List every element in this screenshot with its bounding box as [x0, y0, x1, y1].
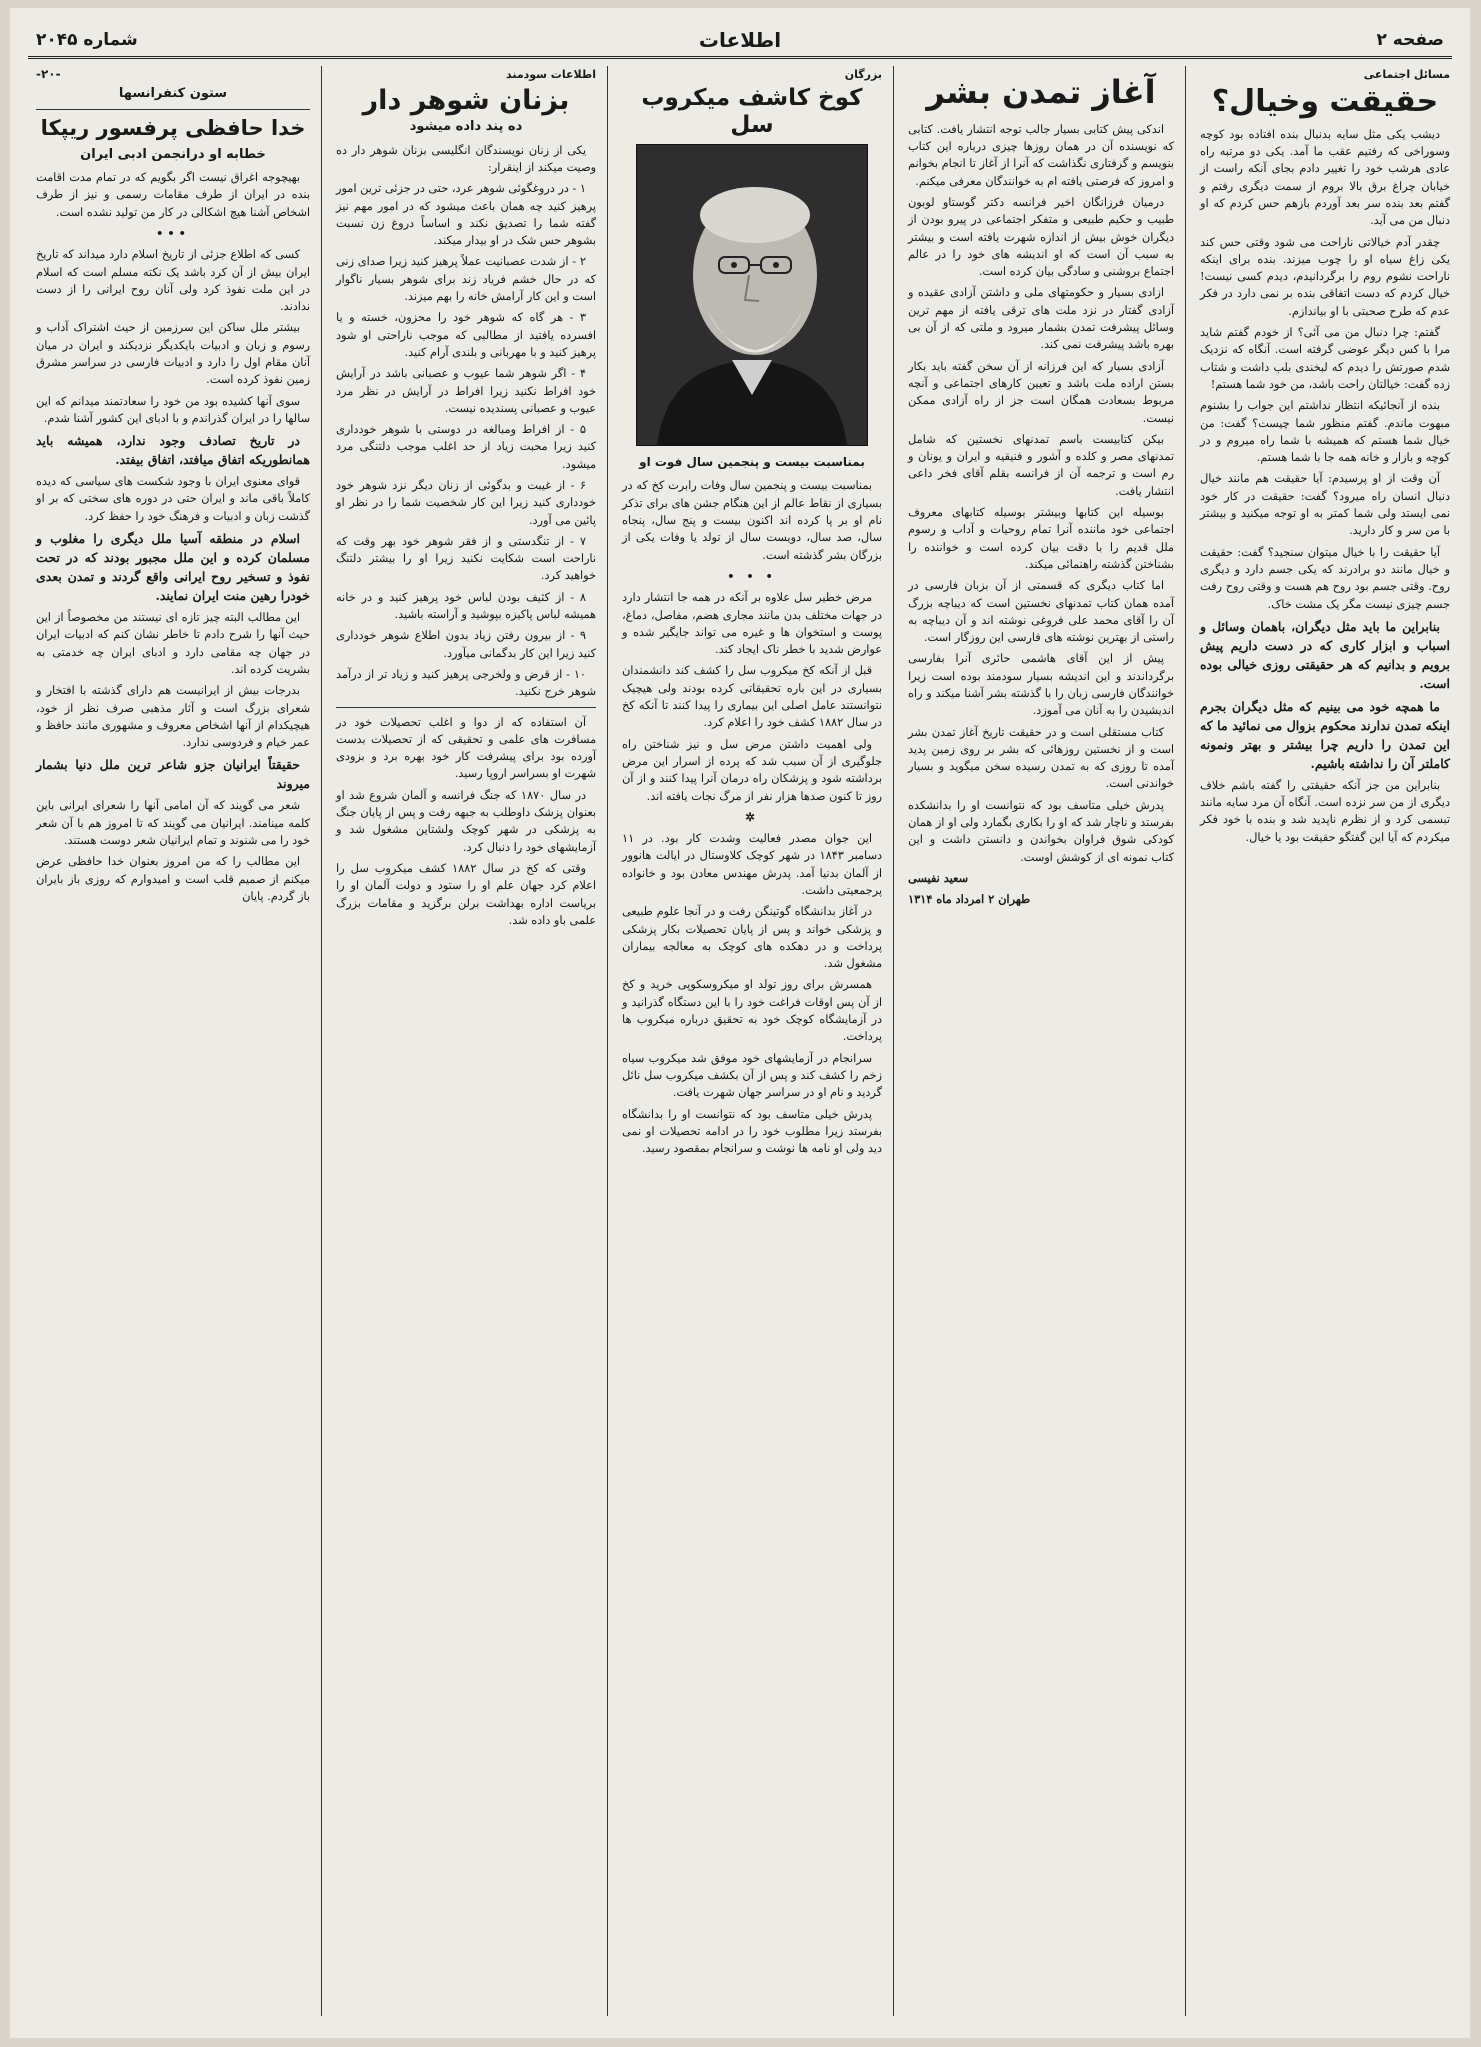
paragraph: پدرش خیلی متاسف بود که نتوانست او را بدانشگاه بفرستد زیرا مطلوب خود را در ادامه تحصیلات او نمی دید ولی او نامه ها نوشت و سرانجام بمقصود رسید. — [622, 1107, 882, 1156]
paragraph: قبل از آنکه کخ میکروب سل را کشف کند دانشمندان بسیاری در این باره تحقیقاتی کرده بودند ولی هیچیک نتوانستند عامل اصلی این بیماری را پیدا کنند تا آنکه کخ در سال ۱۸۸۲ کشف خود را اعلام کرد. — [622, 664, 882, 730]
paragraph: این مطالب البته چیز تازه ای نیستند من مخصوصاً از این حیث آنها را شرح دادم تا خاطر نشان کنم که ادبیات ایران در جهان چه مقامی دارد و ادبای ایران چه خدمتی به بشریت کرده اند. — [36, 611, 310, 676]
section-label: ستون کنفرانسها — [118, 86, 228, 102]
paragraph: آن استفاده که از دوا و اغلب تحصیلات خود در مسافرت های علمی و تحقیقی که از تحصیلات بدست آورده بود برای پیشرفت کار خود بهره برد و بزودی شهرت او بسراسر اروپا رسید. — [336, 715, 596, 781]
paragraph: کسی که اطلاع جزئی از تاریخ اسلام دارد میداند که تاریخ ایران بیش از آن کرد باشد یک نکته مسلم است که اسلام در این ملت نفوذ کرد ولی آنان روح ایرانی را از دست ندادند. — [36, 248, 310, 314]
paragraph: ازادی بسیار و حکومتهای ملی و داشتن آزادی عقیده و آزادی گفتار در نزد ملت های ترقی یافته از مهم ترین وسائل پیشرفت تمدن بشمار میرود و ملتی که از آن بی بهره باشد پیشرفت نمی کند. — [908, 286, 1174, 352]
paragraph: اما کتاب دیگری که قسمتی از آن بزبان فارسی در آمده همان کتاب تمدنهای نخستین است که دیباچه بزرگ آن را آقای محمد علی فروغی نوشته اند و آن دیباچه به راستی از بهترین نوشته های فارسی این روزگار است. — [908, 579, 1174, 645]
column-koch — [616, 66, 888, 2016]
paragraph: ۸ - از کثیف بودن لباس خود پرهیز کنید و در خانه همیشه لباس پاکیزه بپوشید و آراسته باشید. — [336, 590, 596, 622]
section-label: بزرگان — [844, 68, 882, 81]
paragraph: در آغاز بدانشگاه گوتینگن رفت و در آنجا علوم طبیعی و پزشکی خواند و پس از پایان تحصیلات بکار پزشکی پرداخت و در دهکده های کوچک به معالجه بیماران مشغول شد. — [622, 905, 882, 971]
issue-number: شماره ۲۰۴۵ — [36, 30, 138, 50]
article-title: کوخ کاشف میکروب سل — [641, 85, 863, 138]
masthead — [28, 28, 1452, 59]
section-label: مسائل اجتماعی — [1363, 68, 1450, 81]
paragraph: کتاب مستقلی است و در حقیقت تاریخ آغاز تمدن بشر است و از نخستین روزهائی که بشر بر روی زمین پدید آمده تا روزی که به تمدن رسیده سخن میگوید و بسیار خواندنی است. — [908, 725, 1174, 791]
paragraph: اندکی پیش کتابی بسیار جالب توجه انتشار یافت. کتابی که نویسنده آن در همان روزها چیزی درباره این کتاب بنویسم و گرفتاری نگذاشت که آنرا از آغاز تا انجام بخوانم و امروز که فرصتی یافته ام به خوانندگان معرفی میکنم. — [908, 122, 1174, 188]
highlighted-text: حقیقتاً ایرانیان جزو شاعر ترین ملل دنیا بشمار میروند — [36, 757, 310, 792]
column-rule — [321, 66, 322, 2016]
portrait-photo — [636, 144, 868, 446]
dateline: طهران ۲ امرداد ماه ۱۳۱۴ — [908, 892, 1031, 907]
paragraph: در سال ۱۸۷۰ که جنگ فرانسه و آلمان شروع شد او بعنوان پزشک داوطلب به جبهه رفت و پس از پایان جنگ به پزشکی در شهر کوچک ولشتاین مشغول شد و آزمایشهای خود را دنبال کرد. — [336, 788, 596, 854]
paragraph: ۵ - از افراط ومبالغه در دوستی با شوهر خودداری کنید زیرا محبت زیاد از حد اغلب موجب دلتنگی مرد میشود. — [336, 423, 596, 471]
column-rule — [1185, 66, 1186, 2016]
article-title: حقیقت وخیال؟ — [1211, 84, 1439, 120]
paragraph: دیشب یکی مثل سایه بدنبال بنده افتاده بود کوچه وسوراخی که رفتیم عقب ما آمد. یکی دو مرتبه راه عادی هرشب خود را تغییر دادم بجای آنکه راست از خیابان چراغ برق بالا بروم از سمت دیگری رفتم و گفتم بعد بنده سر بعد آوردم بازهم حس کردم که او دنبال من می آید. — [1200, 127, 1450, 228]
paragraph: ولی اهمیت داشتن مرض سل و نیز شناختن راه جلوگیری از آن سبب شد که پرده از اسرار این مرض برداشته شود و پزشکان راه درمان آنرا پیدا کنند و از آن روز تا کنون صدها هزار نفر از مرگ نجات یافته اند. — [622, 737, 882, 803]
paragraph: ۱ - در دروغگوئی شوهر عرد، حتی در جزئی ترین امور پرهیز کنید چه همان باعث میشود که در امور مهم نیز گفته شما را تصدیق نکند و اساساً دروغ زن نسبت بشوهر حس شک در او بیدار میکند. — [336, 182, 596, 248]
paragraph: همسرش برای روز تولد او میکروسکوپی خرید و کخ از آن پس اوقات فراغت خود را با این دستگاه گذرانید و در آزمایشگاه کوچک خود به تحقیق درباره میکروب ها پرداخت. — [622, 978, 882, 1044]
paragraph: بیشتر ملل ساکن این سرزمین از حیث اشتراک آداب و رسوم و زبان و ادبیات بایکدیگر نزدیکند و ایران در میان آنان مقام اول را دارد و ادبیات فارسی در سراسر مشرق زمین نفوذ کرده است. — [36, 321, 310, 387]
paragraph: ۷ - از تنگدستی و از فقر شوهر خود بهر وقت که ناراحت است شکایت نکنید زیرا او را بیشتر دلتنگ خواهید کرد. — [336, 534, 596, 583]
paragraph: مرض خطیر سل علاوه بر آنکه در همه جا انتشار دارد در جهات مختلف بدن مانند مجاری هضم، مفاصل، دماغ، پوست و استخوان ها و غیره می تواند جایگیر شده و عوارض شدید با خطر ناک ایجاد کند. — [622, 591, 882, 657]
section-separator: ••• — [156, 225, 190, 240]
paragraph: این مطالب را که من امروز بعنوان خدا حافظی عرض میکنم از صمیم قلب است و امیدوارم که روزی باز بایران باز گردم. پایان — [36, 855, 310, 903]
paragraph: آن وقت از او پرسیدم: آیا حقیقت هم مانند خیال دنبال انسان راه میرود؟ گفت: حقیقت در کار خود نمی ایستد ولی شما کمتر به او توجه میکنید و بیشتر با من سر و کار دارید. — [1200, 472, 1450, 538]
article-title: بزنان شوهر دار — [362, 85, 570, 117]
paragraph: پیش از این آقای هاشمی حائری آنرا بفارسی برگرداندند و این اندیشه بسیار سودمند بوده است زیرا خوانندگان فارسی زبان را با گذشته بشر آشنا میکند و راه اندیشیدن را به آنان می آموزد. — [908, 652, 1174, 718]
paragraph: بنده از آنجائیکه انتظار نداشتم این جواب را بشنوم مبهوت ماندم. گفتم منظور شما چیست؟ گفت: من خیال شما هستم که همیشه با شما راه میروم و در کوچه و بازار و خانه همه جا با شما هستم. — [1200, 399, 1450, 465]
highlighted-text: ما همچه خود می بینیم که مثل دیگران بجرم اینکه تمدن ندارند محکوم بزوال می نمائید ما که این تمدن را داریم چرا بیشتر و بهتر ونمونه کاملتر آن را نداشته باشیم. — [1200, 698, 1450, 771]
highlighted-text: بنابراین ما باید مثل دیگران، باهمان وسائل و اسباب و ابزار کاری که در دست داریم پیش برویم و بدانیم که هر حقیقتی روزی خیالی بوده است. — [1200, 618, 1450, 691]
paragraph: بیکن کتابیست باسم تمدنهای نخستین که شامل تمدنهای مصر و کلده و آشور و فنیقیه و ایران و یونان و رم است و ترجمه آن از فرانسه بقلم آقای فخر داعی انتشار یافت. — [908, 432, 1174, 498]
newspaper-page — [10, 8, 1470, 2038]
author-signature: سعید نفیسی — [908, 870, 968, 885]
article-title: آغاز تمدن بشر — [926, 73, 1156, 111]
paragraph: بوسیله این کتابها وبیشتر بوسیله کتابهای معروف اجتماعی خود ماننده آنرا تمام روحیات و آداب و رسوم ملل قدیم را با دقت بیان کرده است و خواننده را بشناختن گذشته راهنمائی میکند. — [908, 506, 1174, 571]
divider — [36, 109, 310, 110]
paragraph: سرانجام در آزمایشهای خود موفق شد میکروب سیاه زخم را کشف کند و پس از آن بکشف میکروب سل نائل گردید و نام او در سراسر جهان شهرت یافت. — [622, 1051, 882, 1100]
highlighted-text: در تاریخ تصادف وجود ندارد، همیشه باید همانطوریکه اتفاق میافتد، اتفاق بیفتد. — [36, 433, 310, 468]
portrait-caption: بمناسبت بیست و پنجمین سال فوت او — [639, 455, 865, 470]
paragraph: بهیچوجه اغراق نیست اگر بگویم که در تمام مدت اقامت بنده در ایران از طرف مقامات رسمی و نیز از طرف اشخاص آشنا هیچ اشکالی در کار من تولید نشده است. — [36, 171, 310, 219]
paragraph: سوی آنها کشیده بود من خود را سعادتمند میدانم که این سالها را در ایران گذراندم و با ادبای این کشور آشنا شدم. — [36, 394, 310, 425]
paragraph: پدرش خیلی متاسف بود که نتوانست او را بدانشکده بفرستد و ناچار شد که او را بکاری بگمارد ولی او از همان کودکی شوق فراوان بخواندن و دانستن داشت و این کتاب نمونه ای از کوشش اوست. — [908, 798, 1174, 864]
paragraph: این جوان مصدر فعالیت وشدت کار بود. در ۱۱ دسامبر ۱۸۴۳ در شهر کوچک کلاوستال در ایالت هانوور از آلمان بدنیا آمد. پدرش مهندس معادن بود و خانواده پرجمعیتی داشت. — [622, 832, 882, 897]
column-reality-and-fantasy — [1194, 66, 1456, 2016]
paragraph: آزادی بسیار که این فرزانه از آن سخن گفته باید بکار بستن اراده ملت باشد و تعیین کارهای اجتماعی و آنچه مربوط بسعادت همگان است جز از راه آزادی ممکن نیست. — [908, 359, 1174, 425]
paragraph: درمیان فرزانگان اخیر فرانسه دکتر گوستاو لوبون طبیب و حکیم طبیعی و متفکر اجتماعی در پیرو بودن از دیگران خوش بیش از اندازه شهرت یافته است و بیشتر به سبب آن است که او اندیشه های خود را در عالم اجتماع بروشنی و سادگی بیان کرده است. — [908, 195, 1174, 279]
column-beginning-of-civilization — [902, 66, 1180, 2016]
page-indicator: صفحه ۲ — [1376, 30, 1444, 50]
divider — [336, 707, 596, 708]
section-separator: ✲ — [745, 809, 759, 824]
column-conferences — [30, 66, 316, 2016]
paragraph: ۱۰ - از قرض و ولخرجی پرهیز کنید و زیاد تر از درآمد شوهر خرج نکنید. — [336, 667, 596, 699]
page-number: -۲۰- — [36, 67, 61, 81]
paragraph: ۳ - هر گاه که شوهر خود را محزون، خسته و یا افسرده یافتید از مطالبی که موجب ناراحتی او شود پرهیز کنید و با مهربانی و بلندی آرام کنید. — [336, 311, 596, 359]
intro-paragraph: یکی از زنان نویسندگان انگلیسی بزنان شوهر دار ده وصیت میکند از اینقرار: — [336, 143, 596, 174]
column-rule — [607, 66, 608, 2016]
article-title: خدا حافظی پرفسور ریپکا — [40, 115, 306, 140]
highlighted-text: اسلام در منطقه آسیا ملل دیگری را مغلوب و مسلمان کرده و این ملل مجبور بودند که در تحت نفوذ و تسخیر روح ایرانی واقع گردند و تمدن بعدی خودرا رهین منت ایران نمایند. — [36, 531, 310, 604]
paragraph: گفتم: چرا دنبال من می آئی؟ از خودم گفتم شاید مرا با کس دیگر عوضی گرفته است. آنگاه که نزدیک شدم صورتش را دیدم که لبخندی بلب داشت و شتاب زده گفت: خیالتان راحت باشد، من خود شما هستم! — [1200, 326, 1450, 391]
paragraph: قوای معنوی ایران با وجود شکست های سیاسی که دیده کاملاً باقی ماند و ایران حتی در دوره های سختی که بر او گذشت زبان و ادبیات و فرهنگ خود را حفظ کرد. — [36, 475, 310, 523]
paragraph: ۲ - از شدت عصبانیت عملاً پرهیز کنید زیرا صدای زنی که در حال خشم فریاد زند برای شوهر بسیار ناگوار است و این کار آرامش خانه را بهم میزند. — [336, 255, 596, 304]
section-label: اطلاعات سودمند — [505, 68, 596, 81]
column-married-women — [330, 66, 602, 2016]
paragraph: آیا حقیقت را با خیال میتوان سنجید؟ گفت: حقیقت و خیال مانند دو برادرند که یکی جسم دارد و دیگری روح. وقتی جسم بود روح هم هست و وقتی روح رفت جسم چیزی نیست مگر یک مشت خاک. — [1200, 545, 1450, 611]
paragraph: بمناسبت بیست و پنجمین سال وفات رابرت کخ که در بسیاری از نقاط عالم از این هنگام جشن های برای تذکر نام او بر پا کرده اند اکنون بیست و پنج سال، پنجاه سال، صد سال، دویست سال از تولد یا وفات یکی از بزرگان بشر گذشته است. — [622, 479, 882, 562]
paragraph: ۴ - اگر شوهر شما عیوب و عصبانی باشد در آرایش خود افراط نکنید زیرا افراط در آرایش در نظر مرد عیوب و عصبانی پسندیده نیست. — [336, 367, 596, 415]
paragraph: شعر می گویند که آن امامی آنها را شعرای ایرانی باین کلمه مینامند. ایرانیان می گویند که تا امروز هم با آن شعر خود را می شنوند و تمام ایرانیان شعر دوست هستند. — [36, 799, 310, 848]
paragraph: ۹ - از بیرون رفتن زیاد بدون اطلاع شوهر خودداری کنید زیرا این کار بدگمانی میآورد. — [336, 629, 596, 660]
portrait-illustration — [637, 145, 867, 445]
section-separator: • • • — [727, 568, 777, 583]
column-rule — [893, 66, 894, 2016]
paper-name: اطلاعات — [698, 28, 782, 52]
paragraph: وقتی که کخ در سال ۱۸۸۲ کشف میکروب سل را اعلام کرد جهان علم او را ستود و دولت آلمان او را بریاست اداره بهداشت برلن برگزید و مقامات بزرگ علمی باو داده شد. — [336, 861, 596, 927]
paragraph: بدرجات بیش از ایرانیست هم دارای گذشته با افتخار و شعرای بزرگ است و آثار مذهبی صرف نظر از خود، هیچیکدام از آنها اشخاص معروف و مشهوری مانند حافظ و عمر خیام و فردوسی ندارد. — [36, 684, 310, 750]
paragraph: بنابراین من جز آنکه حقیقتی را گفته باشم خلاف دیگری از من سر نزده است. آنگاه آن مرد سایه مانند تبسمی کرد و از نظرم ناپدید شد و بنده با خود فکر میکردم که آیا این گفتگو حقیقت بود یا خیال. — [1200, 778, 1450, 844]
article-subtitle: خطابه او درانجمن ادبی ایران — [80, 146, 266, 162]
article-subtitle: ده پند داده میشود — [409, 119, 523, 135]
paragraph: چقدر آدم خیالاتی ناراحت می شود وقتی حس کند یکی زاغ سیاه او را چوب میزند. بنده برای اینکه ناراحت نشوم روم را برگردانیدم، دیدم کسی نیست! خیال کردم که دست اتفاقی بنده بر نمی دارد در فکر عدم که طرح صحبتی با او بیاندازم. — [1200, 235, 1450, 318]
paragraph: ۶ - از غیبت و بدگوئی از زنان دیگر نزد شوهر خود خودداری کنید زیرا این کار شخصیت شما را در نظر او پائین می آورد. — [336, 478, 596, 527]
